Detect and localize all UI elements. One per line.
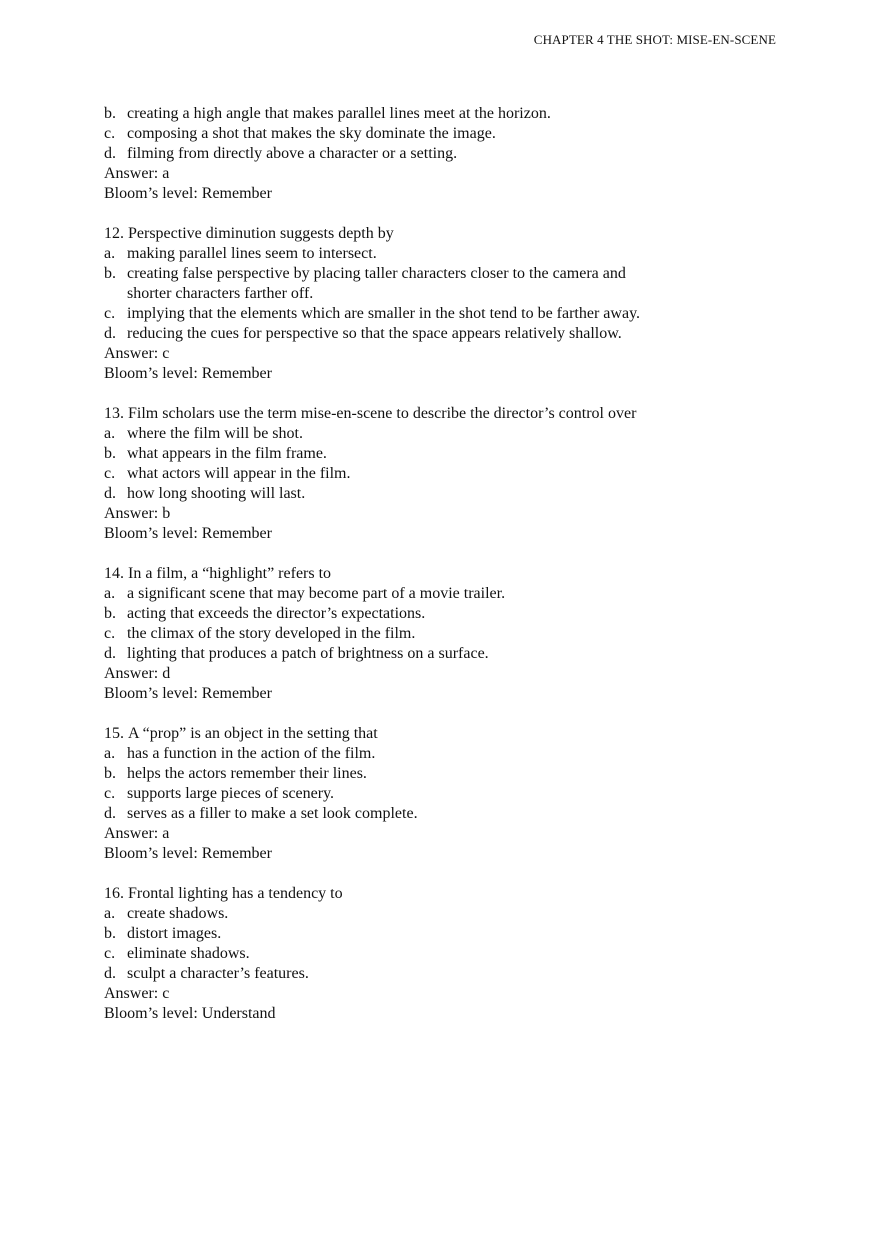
question-text: Perspective diminution suggests depth by <box>128 225 394 242</box>
option-text: has a function in the action of the film. <box>127 745 376 762</box>
question-15 <box>104 724 704 864</box>
bloom-level: Bloom’s level: Understand <box>104 1005 276 1022</box>
option-text: distort images. <box>127 925 222 942</box>
option <box>104 304 704 324</box>
answer: Answer: d <box>104 665 171 682</box>
option-letter: a. <box>104 245 116 262</box>
question-number: 12. <box>104 225 124 242</box>
option-text: create shadows. <box>127 905 229 922</box>
question-stem <box>104 564 704 584</box>
option <box>104 944 704 964</box>
option-letter: b. <box>104 265 116 282</box>
bloom-level: Bloom’s level: Remember <box>104 525 272 542</box>
option-letter: d. <box>104 325 116 342</box>
option <box>104 764 704 784</box>
question-list <box>104 104 704 1024</box>
option-letter: d. <box>104 145 116 162</box>
bloom-level: Bloom’s level: Remember <box>104 185 272 202</box>
option-text: acting that exceeds the director’s expectations. <box>127 605 426 622</box>
option <box>104 784 704 804</box>
option <box>104 464 704 484</box>
option-letter: c. <box>104 465 116 482</box>
option-text: creating false perspective by placing taller characters closer to the camera and <box>127 265 626 282</box>
running-head: CHAPTER 4 THE SHOT: MISE-EN-SCENE <box>533 32 776 47</box>
option-text: where the film will be shot. <box>127 425 303 442</box>
option-letter: a. <box>104 745 116 762</box>
option <box>104 244 704 264</box>
option <box>104 584 704 604</box>
option-letter: d. <box>104 965 116 982</box>
bloom-level: Bloom’s level: Remember <box>104 365 272 382</box>
option-text: what actors will appear in the film. <box>127 465 351 482</box>
option <box>104 144 704 164</box>
option-text: the climax of the story developed in the film. <box>127 625 416 642</box>
option <box>104 924 704 944</box>
option <box>104 604 704 624</box>
option-text: composing a shot that makes the sky dominate the image. <box>127 125 496 142</box>
answer: Answer: c <box>104 345 170 362</box>
option <box>104 624 704 644</box>
option <box>104 264 704 284</box>
option-letter: b. <box>104 765 116 782</box>
option <box>104 124 704 144</box>
option-letter: c. <box>104 625 116 642</box>
question-number: 13. <box>104 405 124 422</box>
option <box>104 744 704 764</box>
question-14 <box>104 564 704 704</box>
option-letter: b. <box>104 445 116 462</box>
answer: Answer: a <box>104 825 170 842</box>
option-letter: b. <box>104 105 116 122</box>
option <box>104 424 704 444</box>
question-13 <box>104 404 704 544</box>
option-letter: c. <box>104 305 116 322</box>
option-continuation <box>104 284 704 304</box>
option-text: making parallel lines seem to intersect. <box>127 245 377 262</box>
option-text: a significant scene that may become part of a movie trailer. <box>127 585 506 602</box>
answer: Answer: a <box>104 165 170 182</box>
option-letter: a. <box>104 905 116 922</box>
answer: Answer: b <box>104 505 171 522</box>
question-text: In a film, a “highlight” refers to <box>128 565 332 582</box>
option-text: eliminate shadows. <box>127 945 250 962</box>
option-letter: b. <box>104 925 116 942</box>
option-letter: c. <box>104 945 116 962</box>
question-text: Film scholars use the term mise-en-scene to describe the director’s control over <box>128 405 637 422</box>
question-text: Frontal lighting has a tendency to <box>128 885 343 902</box>
option <box>104 644 704 664</box>
option-letter: b. <box>104 605 116 622</box>
option-text: what appears in the film frame. <box>127 445 327 462</box>
option-letter: d. <box>104 805 116 822</box>
continued-question <box>104 104 704 204</box>
option-letter: d. <box>104 645 116 662</box>
bloom-level: Bloom’s level: Remember <box>104 845 272 862</box>
option-text-continued: shorter characters farther off. <box>127 285 314 302</box>
option-text: sculpt a character’s features. <box>127 965 309 982</box>
question-number: 16. <box>104 885 124 902</box>
option <box>104 964 704 984</box>
question-stem <box>104 224 704 244</box>
option-text: lighting that produces a patch of brightness on a surface. <box>127 645 489 662</box>
question-stem <box>104 724 704 744</box>
option-text: supports large pieces of scenery. <box>127 785 335 802</box>
question-text: A “prop” is an object in the setting that <box>128 725 378 742</box>
question-12 <box>104 224 704 384</box>
option-letter: c. <box>104 785 116 802</box>
question-16 <box>104 884 704 1024</box>
option-text: reducing the cues for perspective so that the space appears relatively shallow. <box>127 325 622 342</box>
option <box>104 804 704 824</box>
option-letter: a. <box>104 425 116 442</box>
option-letter: d. <box>104 485 116 502</box>
option-text: implying that the elements which are smaller in the shot tend to be farther away. <box>127 305 641 322</box>
option-text: serves as a filler to make a set look complete. <box>127 805 418 822</box>
option <box>104 104 704 124</box>
option <box>104 904 704 924</box>
option-letter: a. <box>104 585 116 602</box>
question-number: 15. <box>104 725 124 742</box>
option-text: how long shooting will last. <box>127 485 306 502</box>
option <box>104 484 704 504</box>
question-stem <box>104 884 704 904</box>
bloom-level: Bloom’s level: Remember <box>104 685 272 702</box>
option-letter: c. <box>104 125 116 142</box>
option-text: filming from directly above a character or a setting. <box>127 145 458 162</box>
option-text: helps the actors remember their lines. <box>127 765 367 782</box>
answer: Answer: c <box>104 985 170 1002</box>
question-number: 14. <box>104 565 124 582</box>
question-stem <box>104 404 704 424</box>
option <box>104 324 704 344</box>
option <box>104 444 704 464</box>
option-text: creating a high angle that makes parallel lines meet at the horizon. <box>127 105 551 122</box>
